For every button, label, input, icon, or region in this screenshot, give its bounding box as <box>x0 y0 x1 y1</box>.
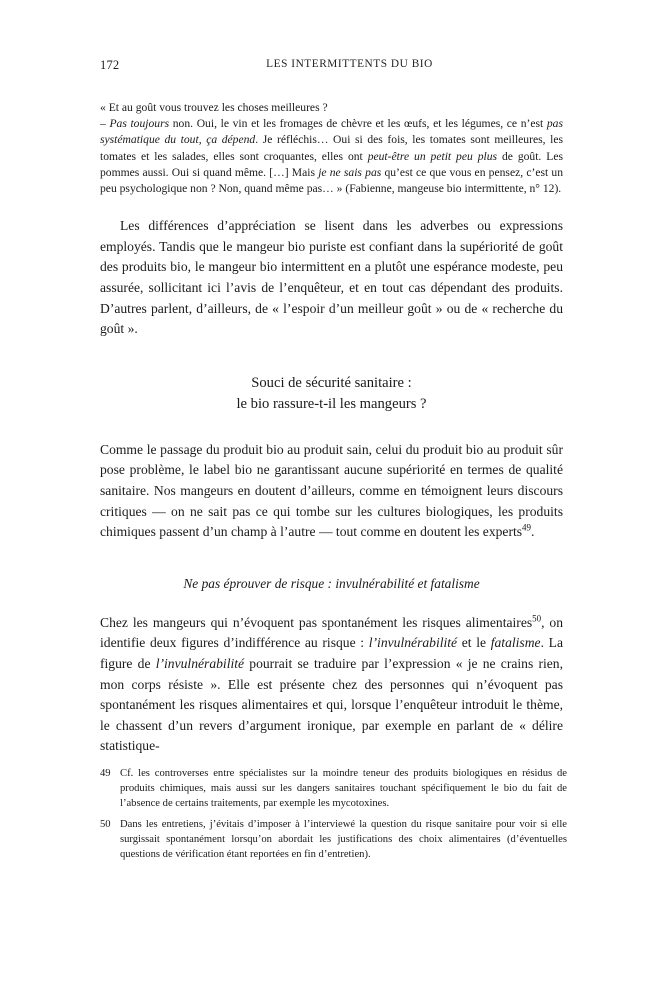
footnote-item <box>100 817 567 862</box>
paragraph-invulnerabilite: Chez les mangeurs qui n’évoquent pas spontanément les risques alimentaires$^{50}$, on identifie deux figures d’indifférence au risque : l’invulnérabilité et le fatalisme. La figure de l’invulnérabilité pourrait se traduire par l’expression « je ne crains rien, mon corps résiste ». Elle est présente chez des personnes qui n’évoquent pas spontanément les risques alimentaires et qui, lorsque l’enquêteur introduit le thème, le chassent d’un revers d’argument ironique, par exemple en parlant de « délire statistique- <box>100 613 563 754</box>
paragraph-securite-sanitaire <box>100 440 563 543</box>
section-heading <box>100 373 563 416</box>
quote-line-answer: – Pas toujours non. Oui, le vin et les fromages de chèvre et les œufs, et les légumes, ce n’est pas systématique du tout, ça dépend. Je réfléchis… Oui si des fois, les tomates sont meilleures, les tomates et les salades, elles sont croquantes, elles ont peut-être un petit peu plus de goût. Les pommes aussi. Oui si quand même. […] Mais je ne sais pas qu’est ce que vous en pensez, c’est un peu psychologique non ? Non, quand même pas… » (Fabienne, mangeuse bio intermittente, n° 12). <box>100 117 564 196</box>
paragraph-securite-tail: . <box>531 524 535 540</box>
quote-line-question: « Et au goût vous trouvez les choses meilleures ? <box>100 101 328 114</box>
paragraph-appreciation: Les différences d’appréciation se lisent dans les adverbes ou expressions employés. Tandis que le mangeur bio puriste est confiant dans la supériorité de goût des produits bio, le mangeur bio intermittent en a plutôt une espérance modeste, peu assurée, sollicitant ici l’avis de l’enquêteur, et en tout cas dépendant des produits. D’autres parlent, d’ailleurs, de « l’espoir d’un meilleur goût » ou de « recherche du goût ». <box>100 218 563 337</box>
footnote-ref-50[interactable]: 50 <box>532 613 542 624</box>
footnotes-section <box>100 766 567 869</box>
paragraph-invulnerabilite-text: Chez les mangeurs qui n’évoquent pas spontanément les risques alimentaires <box>100 614 533 630</box>
page-number: 172 <box>100 58 120 72</box>
section-heading-line-1: Souci de sécurité sanitaire : <box>251 374 412 391</box>
text-column <box>100 100 563 757</box>
footnote-text: Dans les entretiens, j’évitais d’imposer à l’interviewé la question du risque sanitaire pour voir si elle surgissait spontanément lorsqu’on abordait les justifications des choix alimentaires (d’éventuelles questions de vérification étant reportées en fin d’entretien). <box>120 819 567 861</box>
footnote-item <box>100 766 567 811</box>
section-heading-line-2: le bio rassure-t-il les mangeurs ? <box>236 396 427 413</box>
footnote-ref-49[interactable]: 49 <box>522 522 532 533</box>
running-title: LES INTERMITTENTS DU BIO <box>266 58 433 70</box>
footnote-number: 49 <box>100 768 111 779</box>
sub-heading: Ne pas éprouver de risque : invulnérabilité et fatalisme <box>183 575 480 591</box>
block-quote <box>100 100 563 197</box>
running-head <box>100 58 563 76</box>
footnote-number: 50 <box>100 819 111 831</box>
footnote-text: Cf. les controverses entre spécialistes sur la moindre teneur des produits biologiques en résidus de produits chimiques, mais aussi sur les dangers sanitaires touchant spécifiquement le bio du fait de l’absence de certains traitements, par exemple les mycotoxines. <box>120 768 567 810</box>
paragraph-securite-text: Comme le passage du produit bio au produit sain, celui du produit bio au produit sûr pose problème, le label bio ne garantissant aucune supériorité en termes de qualité sanitaire. Nos mangeurs en doutent d’ailleurs, comme en témoignent leurs discours critiques — on ne sait pas ce qui tombe sur les cultures biologiques, les produits chimiques passent d’un champ à l’autre — tout comme en doutent les experts <box>100 441 563 540</box>
